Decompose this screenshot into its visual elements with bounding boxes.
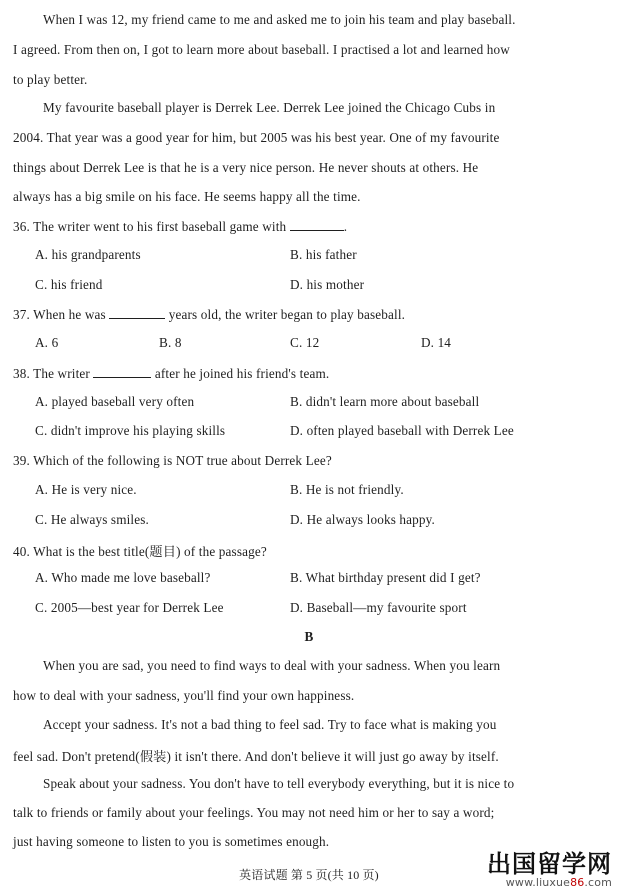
question-stem: 39. Which of the following is NOT true about Derrek Lee? <box>13 453 332 468</box>
question-stem <box>13 306 405 323</box>
option-d: D. 14 <box>421 335 452 350</box>
question-stem-text: . <box>343 219 348 234</box>
section-heading: B <box>304 629 314 644</box>
option-b: B. didn't learn more about baseball <box>290 394 480 409</box>
passage-b-line: how to deal with your sadness, you'll find your own happiness. <box>13 688 355 703</box>
passage-b-line: feel sad. Don't pretend(假装) it isn't there. And don't believe it will just go away by itself. <box>13 749 499 764</box>
passage-b-line: When you are sad, you need to find ways to deal with your sadness. When you learn <box>43 658 501 673</box>
option-b: B. What birthday present did I get? <box>290 570 481 585</box>
passage-a-line: My favourite baseball player is Derrek Lee. Derrek Lee joined the Chicago Cubs in <box>43 100 496 115</box>
question-stem-text: 38. The writer <box>13 366 90 381</box>
watermark-logo <box>487 851 612 889</box>
option-d: D. Baseball—my favourite sport <box>290 600 467 615</box>
passage-a-line: to play better. <box>13 72 88 87</box>
passage-b-line: Speak about your sadness. You don't have to tell everybody everything, but it is nice to <box>43 776 515 791</box>
option-c: C. 12 <box>290 335 320 350</box>
question-stem-text: years old, the writer began to play baseball. <box>168 307 406 322</box>
option-b: B. He is not friendly. <box>290 482 404 497</box>
question-stem-text: 37. When he was <box>13 307 106 322</box>
passage-a-line: always has a big smile on his face. He seems happy all the time. <box>13 189 361 204</box>
question-stem <box>13 218 347 235</box>
passage-a-line: 2004. That year was a good year for him, but 2005 was his best year. One of my favourite <box>13 130 500 145</box>
option-a: A. his grandparents <box>35 247 141 262</box>
option-d: D. often played baseball with Derrek Lee <box>290 423 514 438</box>
option-c: C. his friend <box>35 277 103 292</box>
option-a: A. played baseball very often <box>35 394 195 409</box>
option-a: A. Who made me love baseball? <box>35 570 211 585</box>
option-d: D. He always looks happy. <box>290 512 435 527</box>
option-c: C. He always smiles. <box>35 512 149 527</box>
passage-b-line: Accept your sadness. It's not a bad thing to feel sad. Try to face what is making you <box>43 717 497 732</box>
option-c: C. 2005—best year for Derrek Lee <box>35 600 224 615</box>
passage-a-line: When I was 12, my friend came to me and asked me to join his team and play baseball. <box>43 12 516 27</box>
option-b: B. 8 <box>159 335 182 350</box>
question-stem: 40. What is the best title(题目) of the passage? <box>13 544 267 559</box>
question-stem-text: 36. The writer went to his first baseball game with <box>13 219 287 234</box>
question-stem <box>13 365 329 382</box>
option-a: A. 6 <box>35 335 59 350</box>
answer-blank <box>109 306 165 319</box>
option-d: D. his mother <box>290 277 365 292</box>
page-footer: 英语试题 第 5 页(共 10 页) <box>239 868 379 882</box>
passage-a-line: I agreed. From then on, I got to learn more about baseball. I practised a lot and learned how <box>13 42 510 57</box>
passage-b-line: just having someone to listen to you is sometimes enough. <box>13 834 330 849</box>
passage-b-line: talk to friends or family about your feelings. You may not need him or her to say a word; <box>13 805 495 820</box>
answer-blank <box>290 218 344 231</box>
question-stem-text: after he joined his friend's team. <box>154 366 330 381</box>
option-c: C. didn't improve his playing skills <box>35 423 226 438</box>
watermark-title: 出国留学网 <box>487 850 612 878</box>
watermark-url: www.liuxue86.com <box>505 876 612 889</box>
passage-a-line: things about Derrek Lee is that he is a very nice person. He never shouts at others. He <box>13 160 479 175</box>
option-a: A. He is very nice. <box>35 482 137 497</box>
option-b: B. his father <box>290 247 357 262</box>
answer-blank <box>93 365 151 378</box>
